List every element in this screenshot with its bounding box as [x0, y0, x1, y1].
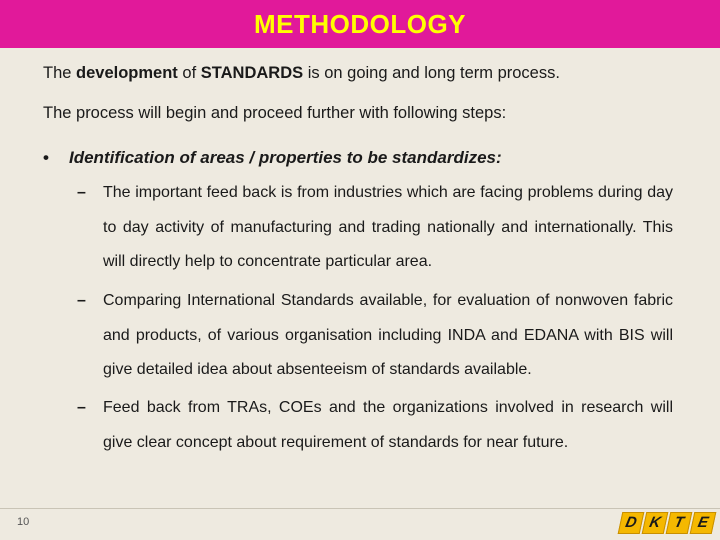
- footer-divider: [0, 508, 720, 509]
- logo-letter: K: [642, 512, 669, 534]
- sub-item-3: [77, 391, 673, 460]
- intro-text: The: [43, 64, 77, 82]
- logo-letter: D: [618, 512, 645, 534]
- sub-item-1: [77, 176, 673, 280]
- slide-number: 10: [17, 516, 30, 528]
- intro-text: is on going and long term process.: [303, 64, 560, 82]
- intro-bold-standards: STANDARDS: [200, 64, 304, 82]
- intro-paragraph-2: The process will begin and proceed further with following steps:: [43, 104, 507, 122]
- intro-bold-development: development: [76, 64, 178, 82]
- intro-text: of: [177, 64, 201, 82]
- bullet-text: Identification of areas / properties to be standardizes:: [69, 148, 502, 167]
- intro-paragraph-1: [43, 64, 560, 83]
- sub-item-text: Feed back from TRAs, COEs and the organizations involved in research will give clear concept about requirement of standards for near future.: [103, 399, 673, 451]
- sub-item-text: Comparing International Standards available, for evaluation of nonwoven fabric and products, of various organisation including INDA and EDANA with BIS will give detailed idea about absenteeism of standards available.: [103, 292, 673, 378]
- title-bar: [0, 0, 720, 48]
- logo-letter: E: [690, 512, 717, 534]
- sub-item-2: [77, 284, 673, 388]
- dkte-logo: [620, 512, 714, 534]
- page-title: METHODOLOGY: [253, 8, 467, 39]
- dash-marker: –: [77, 399, 86, 416]
- dash-marker: –: [77, 292, 86, 309]
- logo-letter: T: [666, 512, 693, 534]
- sub-item-text: The important feed back is from industries which are facing problems during day to day activity of manufacturing and trading nationally and internationally. This will directly help to concentrate particular area.: [103, 184, 673, 270]
- bullet-marker: •: [43, 148, 49, 167]
- dash-marker: –: [77, 184, 86, 201]
- bullet-item: [43, 148, 502, 168]
